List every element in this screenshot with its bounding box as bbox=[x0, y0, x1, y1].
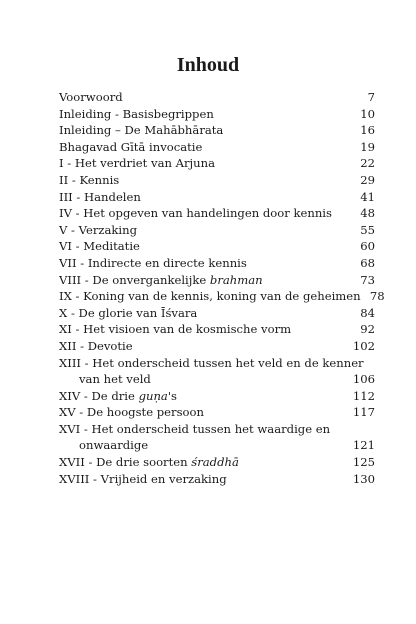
toc-entry bbox=[59, 189, 375, 206]
table-of-contents bbox=[59, 89, 385, 487]
toc-entry bbox=[59, 106, 375, 123]
toc-entry bbox=[59, 172, 375, 189]
toc-entry-page: 68 bbox=[360, 255, 375, 270]
toc-entry-page: 48 bbox=[360, 206, 375, 221]
toc-entry-label: I - Het verdriet van Arjuna bbox=[59, 156, 215, 171]
toc-entry bbox=[59, 288, 385, 305]
page-title: Inhoud bbox=[176, 54, 240, 76]
toc-entry-label: XVIII - Vrijheid en verzaking bbox=[59, 471, 227, 486]
toc-entry bbox=[59, 255, 375, 272]
toc-entry-label: V - Verzaking bbox=[59, 222, 138, 237]
toc-entry-page: 84 bbox=[360, 305, 375, 320]
toc-entry bbox=[59, 321, 375, 338]
toc-entry-page: 41 bbox=[360, 189, 375, 204]
toc-entry-label: XVI - Het onderscheid tussen het waardige en bbox=[59, 421, 331, 436]
toc-entry-page: 121 bbox=[352, 438, 375, 453]
toc-entry-label: Bhagavad Gītā invocatie bbox=[59, 139, 203, 154]
toc-entry-label: XI - Het visioen van de kosmische vorm bbox=[59, 322, 292, 337]
toc-entry-label: IX - Koning van de kennis, koning van de geheimen bbox=[59, 289, 361, 304]
toc-entry-page: 106 bbox=[352, 372, 375, 387]
toc-entry-page: 112 bbox=[352, 388, 375, 403]
toc-entry bbox=[59, 454, 375, 471]
toc-entry-label: XIV - De drie guṇa's bbox=[59, 388, 177, 403]
toc-entry-page: 92 bbox=[360, 322, 375, 337]
toc-entry-label: VII - Indirecte en directe kennis bbox=[59, 255, 247, 270]
toc-entry bbox=[59, 155, 375, 172]
toc-entry bbox=[59, 421, 375, 454]
toc-entry-label: XV - De hoogste persoon bbox=[59, 405, 204, 420]
toc-entry-page: 22 bbox=[360, 156, 375, 171]
toc-entry-page: 7 bbox=[367, 90, 375, 104]
toc-entry bbox=[59, 122, 375, 139]
toc-entry-label: XVII - De drie soorten śraddhā bbox=[59, 455, 239, 470]
toc-entry-label: VIII - De onvergankelijke brahman bbox=[59, 272, 263, 287]
toc-entry-label: Voorwoord bbox=[59, 90, 123, 104]
toc-entry bbox=[59, 238, 375, 255]
toc-entry-page: 19 bbox=[360, 139, 375, 154]
toc-entry bbox=[59, 139, 375, 156]
toc-entry bbox=[59, 205, 375, 222]
toc-entry-page: 102 bbox=[352, 338, 375, 353]
toc-entry bbox=[59, 471, 375, 488]
toc-entry-label: XIII - Het onderscheid tussen het veld en de kenner bbox=[59, 355, 364, 370]
toc-entry-page: 10 bbox=[360, 106, 375, 121]
toc-entry-label: Inleiding – De Mahābhārata bbox=[59, 123, 224, 138]
toc-entry-label-continued: van het veld bbox=[79, 372, 151, 387]
toc-entry-label: Inleiding - Basisbegrippen bbox=[59, 106, 214, 121]
toc-entry bbox=[59, 338, 375, 355]
toc-entry bbox=[59, 404, 375, 421]
toc-entry-label: II - Kennis bbox=[59, 172, 120, 187]
toc-entry-label: IV - Het opgeven van handelingen door kennis bbox=[59, 206, 332, 221]
toc-entry-label: XII - Devotie bbox=[59, 338, 133, 353]
toc-entry-label: X - De glorie van Īśvara bbox=[59, 305, 198, 320]
toc-entry bbox=[59, 89, 375, 106]
toc-entry-page: 16 bbox=[360, 123, 375, 138]
toc-entry bbox=[59, 388, 375, 405]
toc-entry bbox=[59, 355, 375, 388]
toc-entry-page: 117 bbox=[352, 405, 375, 420]
toc-entry bbox=[59, 222, 375, 239]
toc-entry bbox=[59, 272, 375, 289]
toc-entry-emphasis: brahman bbox=[209, 272, 263, 287]
toc-entry bbox=[59, 305, 375, 322]
toc-entry-page: 125 bbox=[352, 455, 375, 470]
toc-entry-label: III - Handelen bbox=[59, 189, 141, 204]
toc-entry-label: VI - Meditatie bbox=[59, 239, 140, 254]
toc-entry-page: 55 bbox=[360, 222, 375, 237]
toc-entry-emphasis: śraddhā bbox=[191, 455, 239, 470]
toc-entry-page: 60 bbox=[360, 239, 375, 254]
toc-entry-label-continued: onwaardige bbox=[79, 438, 149, 453]
toc-entry-page: 130 bbox=[352, 471, 375, 486]
toc-entry-page: 29 bbox=[360, 172, 375, 187]
toc-entry-emphasis: guṇa bbox=[138, 388, 168, 403]
toc-entry-page: 78 bbox=[369, 289, 385, 304]
toc-entry-page: 73 bbox=[360, 272, 375, 287]
